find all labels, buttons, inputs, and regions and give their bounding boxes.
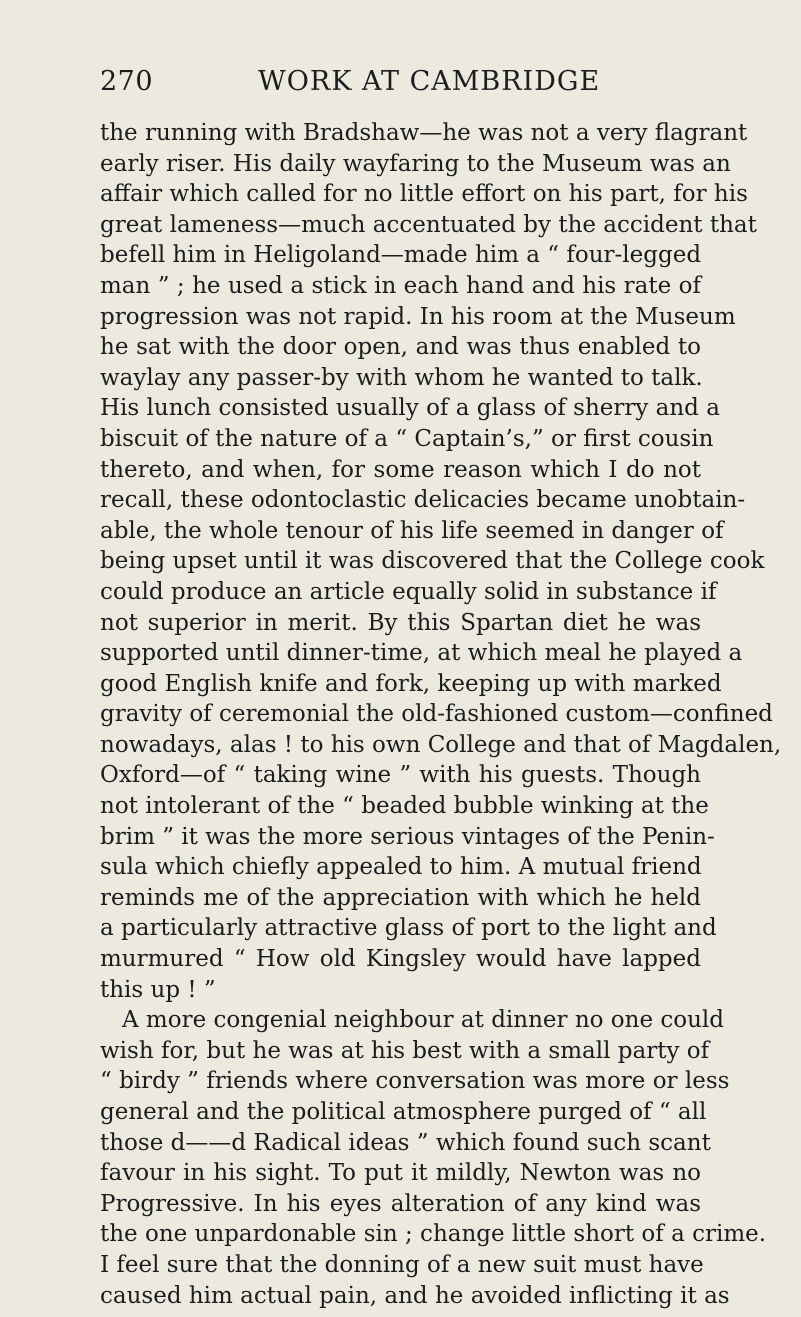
text-line: could produce an article equally solid in substance if — [100, 578, 717, 605]
text-line: reminds me of the appreciation with which he held — [100, 884, 701, 911]
text-line: gravity of ceremonial the old-fashioned custom—confined — [100, 701, 773, 728]
text-line: Progressive. In his eyes alteration of any kind was — [100, 1190, 701, 1217]
running-title: WORK AT CAMBRIDGE — [258, 66, 601, 97]
text-line: waylay any passer-by with whom he wanted to talk. — [100, 364, 703, 391]
text-line: early riser. His daily wayfaring to the Museum was an — [100, 150, 731, 177]
text-line: caused him actual pain, and he avoided inflicting it as — [100, 1282, 730, 1309]
text-line: he sat with the door open, and was thus enabled to — [100, 334, 701, 361]
paragraph-start-line: A more congenial neighbour at dinner no one could — [122, 1007, 724, 1034]
page-number: 270 — [100, 66, 154, 97]
text-line: His lunch consisted usually of a glass of sherry and a — [100, 395, 720, 422]
text-line: biscuit of the nature of a “ Captain’s,” or first cousin — [100, 425, 714, 452]
text-line: able, the whole tenour of his life seemed in danger of — [100, 517, 724, 544]
text-line: good English knife and fork, keeping up with marked — [100, 670, 722, 697]
text-line: Oxford—of “ taking wine ” with his guests. Though — [100, 762, 701, 789]
text-line: I feel sure that the donning of a new suit must have — [100, 1251, 704, 1278]
text-line: the running with Bradshaw—he was not a very flagrant — [100, 120, 748, 146]
text-line: murmured “ How old Kingsley would have lapped — [100, 946, 701, 973]
text-line: supported until dinner-time, at which meal he played a — [100, 640, 743, 667]
text-line: “ birdy ” friends where conversation was more or less — [100, 1068, 730, 1095]
text-line: nowadays, alas ! to his own College and that of Magdalen, — [100, 731, 782, 758]
text-line: a particularly attractive glass of port to the light and — [100, 915, 717, 942]
text-line: man ” ; he used a stick in each hand and his rate of — [100, 272, 701, 299]
text-line: great lameness—much accentuated by the accident that — [100, 211, 757, 238]
text-line: those d——d Radical ideas ” which found such scant — [100, 1129, 711, 1156]
text-line: not superior in merit. By this Spartan diet he was — [100, 609, 701, 636]
text-line: befell him in Heligoland—made him a “ four-legged — [100, 242, 702, 269]
text-line: wish for, but he was at his best with a small party of — [100, 1037, 710, 1064]
text-line: being upset until it was discovered that the College cook — [100, 548, 765, 575]
text-line: brim ” it was the more serious vintages of the Penin- — [100, 823, 715, 850]
paragraph-end-line: this up ! ” — [100, 976, 216, 1003]
body-text — [100, 118, 782, 1311]
text-line: affair which called for no little effort on his part, for his — [100, 181, 748, 208]
text-line: recall, these odontoclastic delicacies became unobtain- — [100, 487, 746, 514]
text-line: the one unpardonable sin ; change little short of a crime. — [100, 1221, 767, 1248]
text-line: general and the political atmosphere purged of “ all — [100, 1099, 707, 1125]
text-line: progression was not rapid. In his room at the Museum — [100, 303, 736, 330]
running-head — [100, 66, 701, 106]
text-line: sula which chiefly appealed to him. A mutual friend — [100, 854, 702, 881]
text-line: favour in his sight. To put it mildly, Newton was no — [100, 1160, 701, 1187]
text-line: thereto, and when, for some reason which I do not — [100, 456, 701, 483]
text-line: not intolerant of the “ beaded bubble winking at the — [100, 793, 709, 820]
